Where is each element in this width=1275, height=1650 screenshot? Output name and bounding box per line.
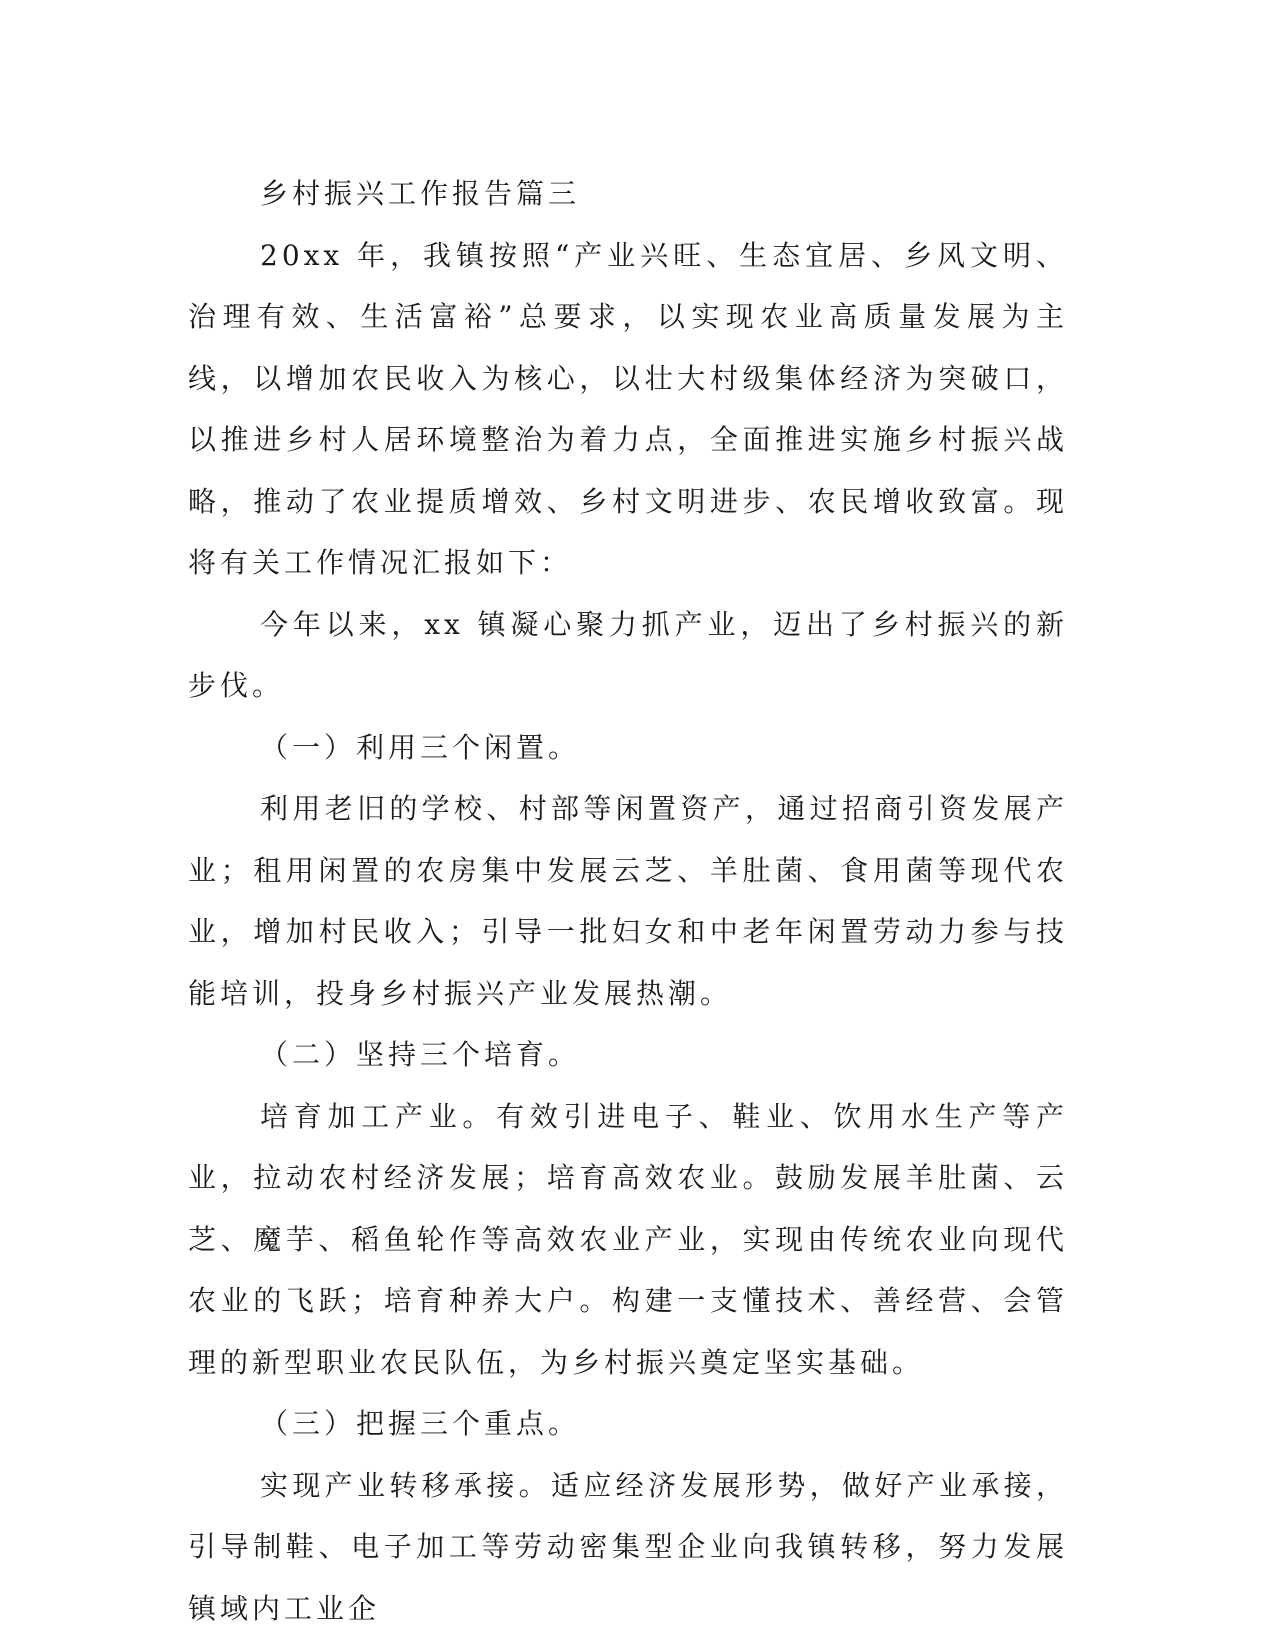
document-body [188,163,1068,1639]
paragraph-intro: 20xx 年，我镇按照“产业兴旺、生态宜居、乡风文明、治理有效、生活富裕”总要求，以实现农业高质量发展为主线，以增加农民收入为核心，以壮大村级集体经济为突破口，以推进乡村人居环境整治为着力点，全面推进实施乡村振兴战略，推动了农业提质增效、乡村文明进步、农民增收致富。现将有关工作情况汇报如下： [188,238,1068,579]
paragraph-section-3: 实现产业转移承接。适应经济发展形势，做好产业承接，引导制鞋、电子加工等劳动密集型企业向我镇转移，努力发展镇域内工业企 [188,1468,1068,1625]
paragraph-summary: 今年以来，xx 镇凝心聚力抓产业，迈出了乡村振兴的新步伐。 [188,607,1068,702]
section-heading-1: （一）利用三个闲置。 [260,730,581,764]
section-heading-2: （二）坚持三个培育。 [260,1038,581,1071]
paragraph-section-2: 培育加工产业。有效引进电子、鞋业、饮用水生产等产业，拉动农村经济发展；培育高效农业。鼓励发展羊肚菌、云芝、魔芋、稻鱼轮作等高效农业产业，实现由传统农业向现代农业的飞跃；培育种养大户。构建一支懂技术、善经营、会管理的新型职业农民队伍，为乡村振兴奠定坚实基础。 [188,1099,1068,1379]
document-title: 乡村振兴工作报告篇三 [260,177,581,210]
section-heading-3: （三）把握三个重点。 [260,1407,581,1440]
paragraph-section-1: 利用老旧的学校、村部等闲置资产，通过招商引资发展产业；租用闲置的农房集中发展云芝、羊肚菌、食用菌等现代农业，增加村民收入；引导一批妇女和中老年闲置劳动力参与技能培训，投身乡村振兴产业发展热潮。 [188,792,1068,1010]
